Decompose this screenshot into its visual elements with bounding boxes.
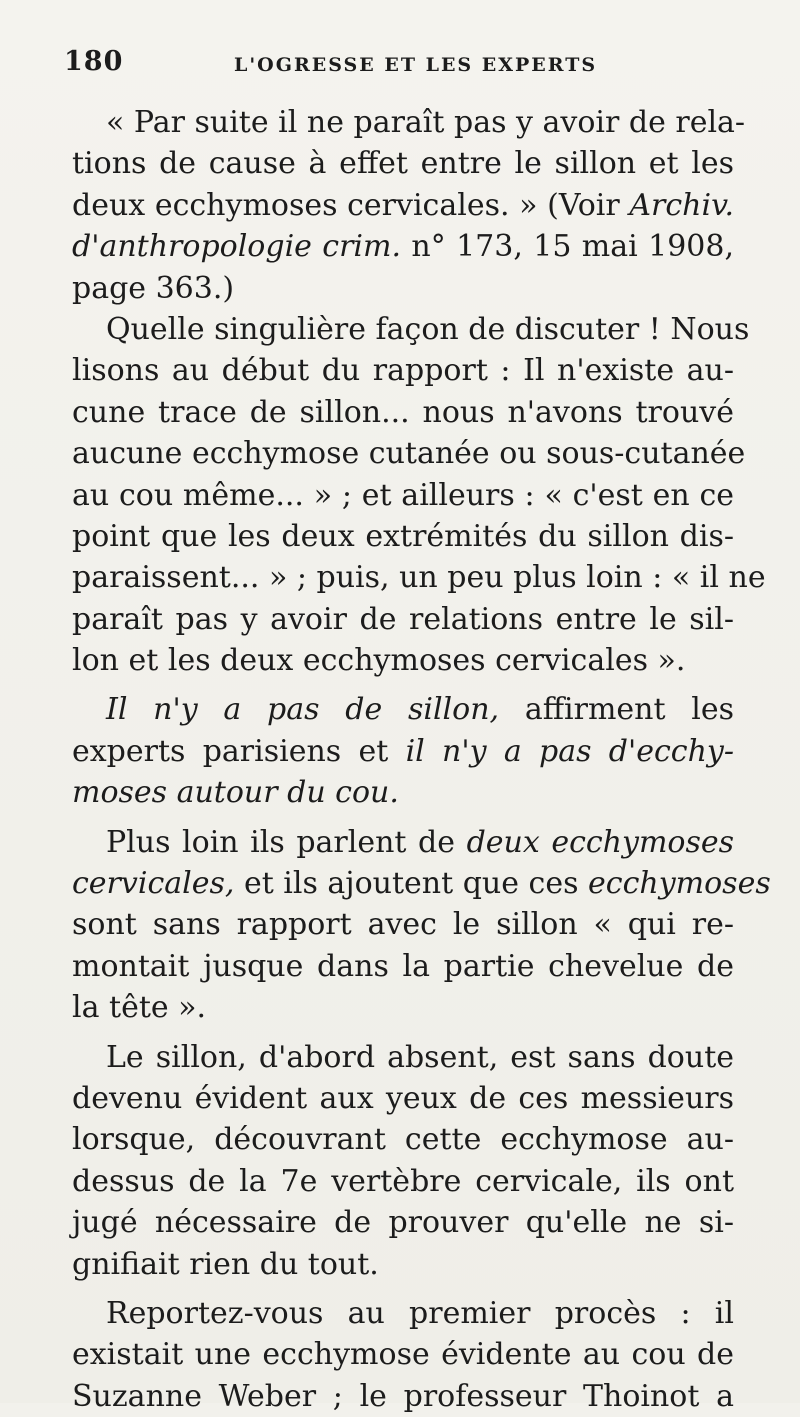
italic-text: Il n'y a pas de sillon, xyxy=(106,692,500,728)
text-run: aucune ecchymose cutanée ou sous-cutanée xyxy=(72,436,746,472)
text-run: paraissent... » ; puis, un peu plus loin : « il ne xyxy=(72,560,766,596)
text-line xyxy=(72,863,771,904)
text-line xyxy=(72,772,734,813)
text-line xyxy=(72,1334,734,1375)
text-run: existait une ecchymose évidente au cou de xyxy=(72,1337,734,1373)
italic-text: deux ecchymoses xyxy=(466,824,734,860)
paragraph xyxy=(72,1293,734,1417)
text-line xyxy=(72,640,734,681)
text-line xyxy=(72,557,766,598)
text-run: devenu évident aux yeux de ces messieurs xyxy=(72,1080,734,1116)
text-line xyxy=(72,226,734,267)
italic-text: cervicales, xyxy=(72,866,235,902)
text-run: affirment les xyxy=(499,692,735,728)
text-line xyxy=(72,1078,734,1119)
paragraph xyxy=(72,1037,734,1285)
text-line xyxy=(72,102,746,143)
page-header xyxy=(64,40,744,88)
text-run: Quelle singulière façon de discuter ! Nous xyxy=(106,311,750,347)
text-run: Le sillon, d'abord absent, est sans doute xyxy=(106,1039,734,1075)
text-line xyxy=(72,731,734,772)
text-line xyxy=(72,516,734,557)
text-run: tions de cause à effet entre le sillon et les xyxy=(72,146,734,182)
paragraph-gap xyxy=(72,814,734,822)
text-run: montait jusque dans la partie chevelue de xyxy=(72,948,734,984)
text-run: lorsque, découvrant cette ecchymose au- xyxy=(72,1122,734,1158)
text-line xyxy=(72,268,734,309)
text-run: paraît pas y avoir de relations entre le sil- xyxy=(72,601,734,637)
italic-text: il n'y a pas d'ecchy- xyxy=(405,733,735,769)
running-title: L'OGRESSE ET LES EXPERTS xyxy=(234,54,598,76)
text-run: point que les deux extrémités du sillon dis- xyxy=(72,518,734,554)
text-line xyxy=(72,1376,734,1417)
italic-text: d'anthropologie crim. xyxy=(72,229,402,265)
text-line xyxy=(72,904,734,945)
page-number: 180 xyxy=(64,46,124,77)
text-line xyxy=(72,433,746,474)
text-line xyxy=(72,599,734,640)
text-run: n° 173, 15 mai 1908, xyxy=(401,229,734,265)
text-run: lon et les deux ecchymoses cervicales ». xyxy=(72,643,686,679)
text-run: gnifiait rien du tout. xyxy=(72,1246,379,1282)
text-line xyxy=(72,822,734,863)
text-run: deux ecchymoses cervicales. » (Voir xyxy=(72,187,630,223)
text-run: et ils ajoutent que ces xyxy=(234,866,589,902)
text-run: la tête ». xyxy=(72,990,207,1026)
text-line xyxy=(72,309,750,350)
paragraph xyxy=(72,102,746,309)
paragraph-gap xyxy=(72,1029,734,1037)
text-run: sont sans rapport avec le sillon « qui re- xyxy=(72,907,734,943)
text-line xyxy=(72,1244,734,1285)
text-run: jugé nécessaire de prouver qu'elle ne si- xyxy=(72,1205,734,1241)
text-line xyxy=(72,1293,734,1334)
text-line xyxy=(72,350,734,391)
text-run: lisons au début du rapport : Il n'existe au- xyxy=(72,353,734,389)
text-line xyxy=(72,987,734,1028)
italic-text: Archiv. xyxy=(629,187,734,223)
paragraph-gap xyxy=(72,681,734,689)
text-run: cune trace de sillon... nous n'avons trouvé xyxy=(72,394,734,430)
text-run: dessus de la 7e vertèbre cervicale, ils ont xyxy=(72,1163,734,1199)
text-line xyxy=(72,1037,734,1078)
text-line xyxy=(72,946,734,987)
text-run: page 363.) xyxy=(72,270,235,306)
paragraph xyxy=(72,689,734,813)
italic-text: ecchymoses xyxy=(588,866,771,902)
italic-text: moses autour du cou. xyxy=(72,775,399,811)
text-run: Plus loin ils parlent de xyxy=(106,824,467,860)
text-line xyxy=(72,1202,734,1243)
text-line xyxy=(72,475,734,516)
paragraph-gap xyxy=(72,1285,734,1293)
text-line xyxy=(72,1161,734,1202)
text-line xyxy=(72,143,734,184)
text-run: au cou même... » ; et ailleurs : « c'est en ce xyxy=(72,477,734,513)
body-text xyxy=(72,102,771,1417)
text-run: Reportez-vous au premier procès : il xyxy=(106,1295,734,1331)
text-line xyxy=(72,185,734,226)
text-line xyxy=(72,392,734,433)
text-run: « Par suite il ne paraît pas y avoir de rela- xyxy=(106,105,746,140)
paragraph xyxy=(72,822,771,1029)
text-line xyxy=(72,1119,734,1160)
text-run: experts parisiens et xyxy=(72,733,406,769)
paragraph xyxy=(72,309,766,682)
text-run: Suzanne Weber ; le professeur Thoinot a xyxy=(72,1378,734,1414)
text-line xyxy=(72,689,734,730)
